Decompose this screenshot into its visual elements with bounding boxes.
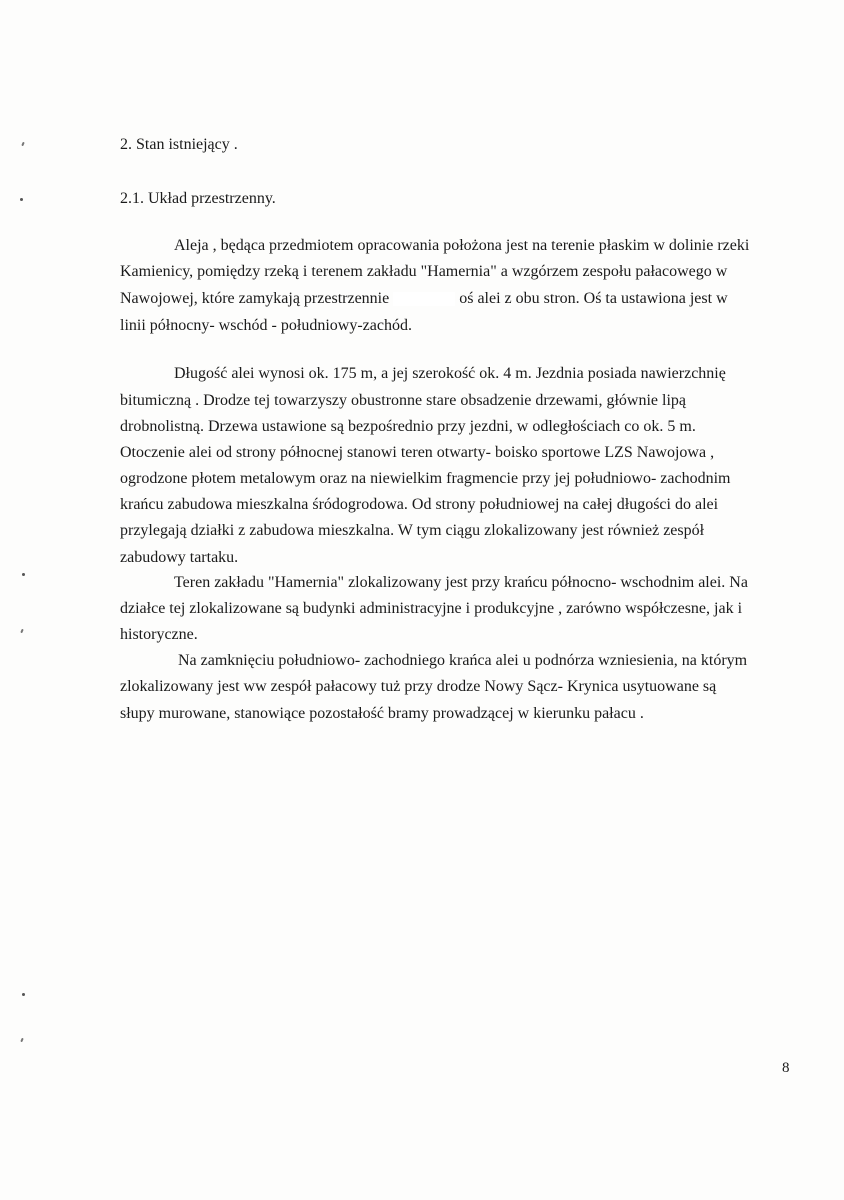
margin-mark [20,1038,24,1042]
paragraph-line: zabudowy tartaku. [120,549,239,566]
paragraph-line: Kamienicy, pomiędzy rzeką i terenem zakładu "Hamernia" a wzgórzem zespołu pałacowego w [120,263,728,280]
margin-mark [22,993,25,996]
paragraph-line: Teren zakładu "Hamernia" zlokalizowany jest przy krańcu północno- wschodnim alei. Na [174,574,748,591]
paragraph-line-part: oś alei z obu stron. Oś ta ustawiona jest w [459,290,728,307]
paragraph-line-part: Nawojowej, które zamykają przestrzennie [120,290,390,307]
paragraph-line: ogrodzone płotem metalowym oraz na niewielkim fragmencie przy jej południowo- zachodnim [120,470,731,487]
margin-mark [21,142,25,146]
paragraph-line: linii północny- wschód - południowy-zachód. [120,317,412,334]
margin-mark [20,629,24,633]
paragraph-line: Otoczenie alei od strony północnej stanowi teren otwarty- boisko sportowe LZS Nawojowa , [120,444,715,461]
paragraph-line [120,289,728,309]
margin-mark [22,573,25,576]
subsection-heading: 2.1. Układ przestrzenny. [120,190,276,207]
paragraph-line: krańcu zabudowa mieszkalna śródogrodowa. Od strony południowej na całej długości do alei [120,496,719,513]
paragraph-line: działce tej zlokalizowane są budynki administracyjne i produkcyjne , zarówno współczesne, jak i [120,600,743,617]
margin-mark [20,198,23,201]
paragraph-line: Aleja , będąca przedmiotem opracowania położona jest na terenie płaskim w dolinie rzeki [174,237,750,254]
paragraph-line: Na zamknięciu południowo- zachodniego krańca alei u podnórza wzniesienia, na którym [178,652,748,669]
redacted-area [393,292,455,306]
paragraph-line: historyczne. [120,626,198,643]
paragraph-line: bitumiczną . Drodze tej towarzyszy obustronne stare obsadzenie drzewami, głównie lipą [120,392,687,409]
paragraph-line: przylegają działki z zabudowa mieszkalna. W tym ciągu zlokalizowany jest również zespół [120,522,705,539]
page-number: 8 [782,1060,790,1076]
paragraph-line: Długość alei wynosi ok. 175 m, a jej szerokość ok. 4 m. Jezdnia posiada nawierzchnię [174,365,726,382]
paragraph-line: drobnolistną. Drzewa ustawione są bezpośrednio przy jezdni, w odległościach co ok. 5 m. [120,418,696,435]
paragraph-line: słupy murowane, stanowiące pozostałość bramy prowadzącej w kierunku pałacu . [120,705,644,722]
paragraph-line: zlokalizowany jest ww zespół pałacowy tuż przy drodze Nowy Sącz- Krynica usytuowane są [120,678,717,695]
section-heading: 2. Stan istniejący . [120,136,238,153]
